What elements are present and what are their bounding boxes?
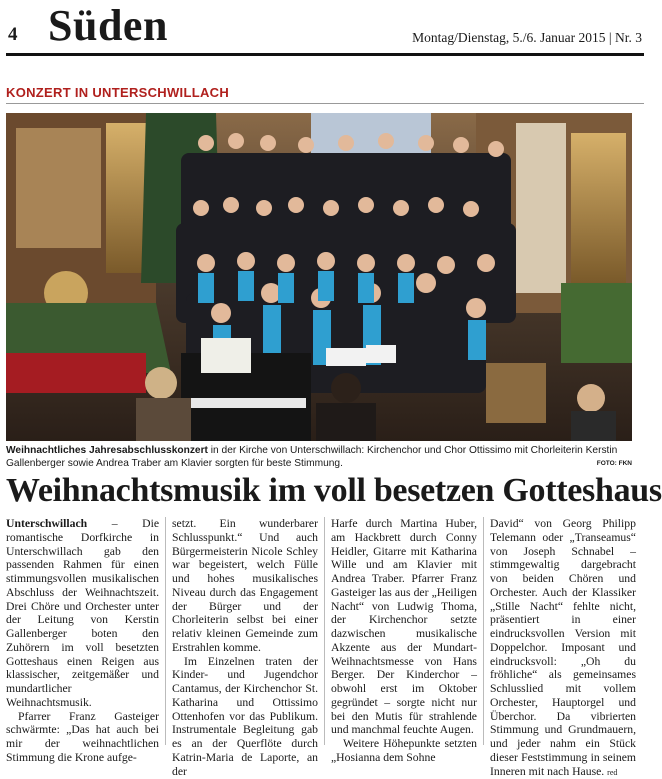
kicker-rule (6, 103, 644, 104)
article-column-3 (324, 517, 483, 764)
col1-para2: Pfarrer Franz Gasteiger schwärmte: „Das hat auch bei mir der weihnachtlichen Stimmung die Krone aufge- (6, 709, 159, 764)
col2-para2: Im Einzelnen traten der Kinder- und Jugendchor Cantamus, der Kirchenchor St. Katharina und Ottissimo Ottenhofen vor das Publikum. Instrumentale Begleitung gab es an der Querflöte durch Katrin-Maria de Laporte, an der (172, 654, 318, 778)
photo-credit: FOTO: FKN (596, 460, 632, 467)
header-rule (6, 53, 644, 56)
col3-para2: Weitere Höhepunkte setzten „Hosianna dem Sohne (331, 737, 477, 764)
headline: Weihnachtsmusik im voll besetzen Gotteshaus (6, 472, 662, 509)
page-header (6, 2, 644, 50)
article-column-1 (6, 517, 165, 764)
author-signature: red (607, 767, 618, 777)
section-title: Süden (48, 1, 168, 50)
article-column-4 (483, 517, 642, 778)
choir-in-church-image (6, 113, 632, 441)
col1-text: – Die romantische Dorfkirche in Unterschwillach gab den passenden Rahmen für einen stimmungsvollen musikalischen Abschluss der Weihnachtszeit. Drei Chöre und Orchester unter der Leitung von Kerstin Gallenberger boten den Zuhörern im voll besetzten Gotteshaus einen Reigen aus klassischer, zeitgemäßer und mundartlicher Weihnachtsmusik. (6, 517, 159, 709)
caption-lead: Weihnachtliches Jahresabschlusskonzert (6, 445, 208, 456)
photo-caption (6, 444, 632, 470)
page-number: 4 (8, 24, 18, 45)
kicker: KONZERT IN UNTERSCHWILLACH (6, 85, 230, 100)
article-body (6, 517, 642, 778)
col3-text: Harfe durch Martina Huber, am Hackbrett durch Conny Heidler, Gitarre mit Katharina Wille und am Klavier mit Andrea Traber. Pfarrer Franz Gasteiger las aus der „Heiligen Nacht“ von Ludwig Thoma, der Kirchenchor setzte dazwischen musikalische Akzente aus der Mundart-Weihnachtsmesse von Hans Berger. Der Kinderchor – obwohl erst im Oktober gegründet – sorgte nicht nur bei den Mutis für strahlende und manchmal feuchte Augen. (331, 517, 477, 737)
issue-date: Montag/Dienstag, 5./6. Januar 2015 | Nr. 3 (412, 30, 642, 45)
col2-text: setzt. Ein wunderbarer Schlusspunkt.“ Und auch Bürgermeisterin Nicole Schley war begeistert, welch Fülle und hohes musikalisches Niveau durch das Engagement der Bürger und der Chorleiterin selbst bei einer relativ kleinen Gemeinde zum Erstrahlen komme. (172, 517, 318, 654)
concert-photo (6, 113, 632, 441)
dateline: Unterschwillach (6, 517, 88, 530)
article-column-2 (165, 517, 324, 778)
caption-text: in der Kirche von Unterschwillach: Kirchenchor und Chor Ottissimo mit Chorleiterin Kerstin Gallenberger sowie Andrea Traber am Klavier sorgten für beste Stimmung. (6, 445, 618, 469)
col4-text: David“ von Georg Philipp Telemann oder „Transeamus“ von Joseph Schnabel – stimmgewaltig dargebracht von beiden Chören und Orchester. Auch der Klassiker „Stille Nacht“ fehlte nicht, präsentiert in einer eindrucksvollen Version mit Doppelchor. Imposant und eindrucksvoll: „Oh du fröhliche“ als gemeinsames Schlusslied mit vollem Orchester, Hauptorgel und Überchor. Da vibrierten Stimmung und Grundmauern, und jeder nahm ein Stück dieser Feststimmung in seinem Inneren mit nach Hause. (490, 517, 636, 778)
